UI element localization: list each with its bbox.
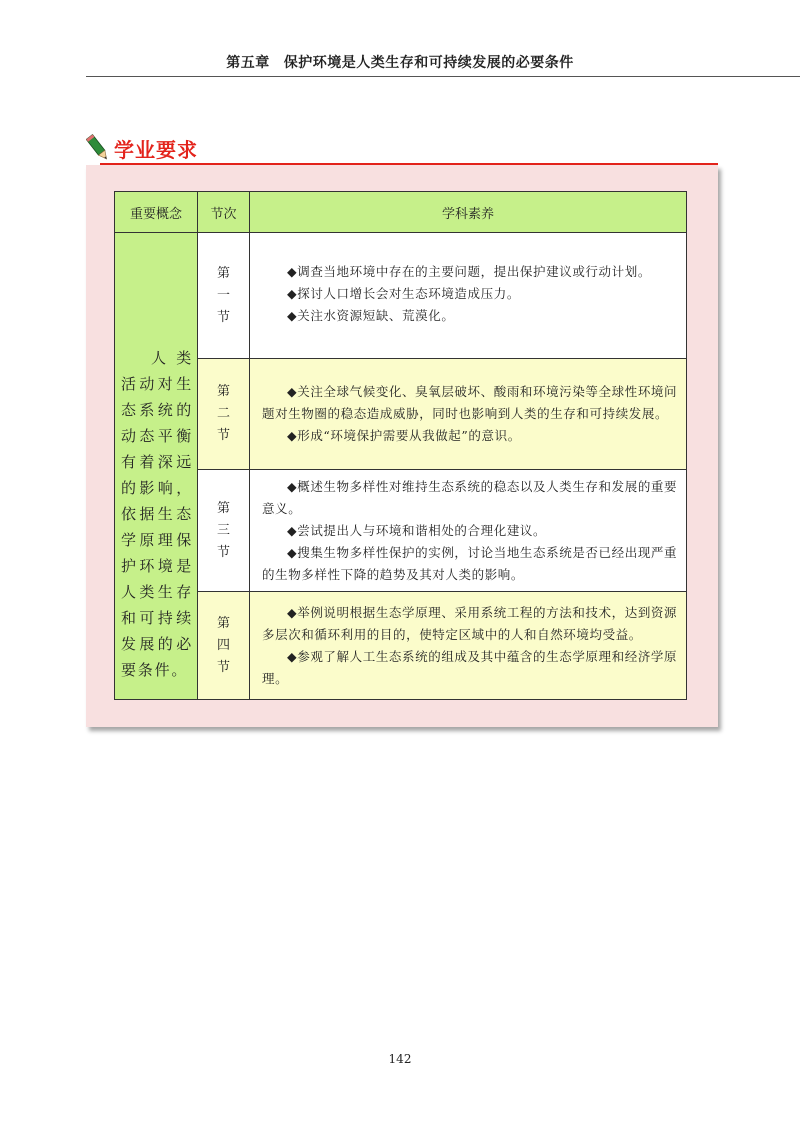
section-char: 节 bbox=[216, 428, 230, 443]
literacy-item: ◆调查当地环境中存在的主要问题，提出保护建议或行动计划。 bbox=[287, 264, 651, 279]
section-heading bbox=[86, 132, 198, 164]
chapter-title: 保护环境是人类生存和可持续发展的必要条件 bbox=[283, 55, 574, 71]
literacy-item: ◆概述生物多样性对维持生态系统的稳态以及人类生存和发展的重要意义。 bbox=[262, 478, 678, 516]
literacy-cell bbox=[250, 233, 687, 359]
section-char: 三 bbox=[216, 522, 230, 538]
column-header-section: 节次 bbox=[198, 192, 250, 233]
section-char: 第 bbox=[216, 265, 230, 281]
running-header bbox=[0, 52, 800, 72]
table-row bbox=[115, 592, 687, 700]
section-char: 第 bbox=[216, 500, 230, 516]
literacy-cell bbox=[250, 592, 687, 700]
table-row bbox=[115, 470, 687, 592]
table-row bbox=[115, 359, 687, 470]
key-concept-text: 人类活动对生态系统的动态平衡有着深远的影响，依据生态学原理保护环境是人类生存和可持续发展的必要条件。 bbox=[121, 349, 193, 679]
requirements-table bbox=[114, 191, 687, 700]
page-number: 142 bbox=[388, 1052, 412, 1066]
key-concept-cell bbox=[115, 233, 198, 700]
literacy-item: ◆参观了解人工生态系统的组成及其中蕴含的生态学原理和经济学原理。 bbox=[262, 648, 678, 686]
literacy-item: ◆探讨人口增长会对生态环境造成压力。 bbox=[287, 286, 520, 301]
section-char: 节 bbox=[216, 309, 230, 325]
literacy-item: ◆形成“环境保护需要从我做起”的意识。 bbox=[287, 428, 521, 443]
section-char: 节 bbox=[216, 659, 230, 675]
literacy-cell bbox=[250, 470, 687, 592]
section-char: 二 bbox=[216, 406, 230, 421]
pencil-icon bbox=[86, 132, 110, 164]
literacy-item: ◆尝试提出人与环境和谐相处的合理化建议。 bbox=[287, 522, 547, 538]
chapter-number: 第五章 bbox=[226, 55, 270, 71]
section-cell bbox=[198, 592, 250, 700]
section-title: 学业要求 bbox=[114, 138, 198, 162]
section-cell bbox=[198, 233, 250, 359]
section-char: 四 bbox=[216, 637, 230, 653]
section-char: 第 bbox=[216, 615, 230, 631]
literacy-item: ◆搜集生物多样性保护的实例，讨论当地生态系统是否已经出现严重的生物多样性下降的趋势及其对人类的影响。 bbox=[262, 544, 678, 582]
literacy-item: ◆举例说明根据生态学原理、采用系统工程的方法和技术，达到资源多层次和循环利用的目的，使特定区域中的人和自然环境均受益。 bbox=[262, 604, 678, 642]
literacy-item: ◆关注全球气候变化、臭氧层破坏、酸雨和环境污染等全球性环境问题对生物圈的稳态造成威胁，同时也影响到人类的生存和可持续发展。 bbox=[262, 384, 678, 421]
section-cell bbox=[198, 470, 250, 592]
section-char: 节 bbox=[216, 544, 230, 560]
table-header-row bbox=[115, 192, 687, 233]
section-char: 第 bbox=[216, 384, 230, 399]
literacy-cell bbox=[250, 359, 687, 470]
literacy-item: ◆关注水资源短缺、荒漠化。 bbox=[287, 308, 455, 323]
section-char: 一 bbox=[216, 287, 230, 303]
column-header-literacy: 学科素养 bbox=[250, 192, 687, 233]
column-header-concept: 重要概念 bbox=[115, 192, 198, 233]
table-row bbox=[115, 233, 687, 359]
header-rule bbox=[86, 76, 800, 77]
section-cell bbox=[198, 359, 250, 470]
